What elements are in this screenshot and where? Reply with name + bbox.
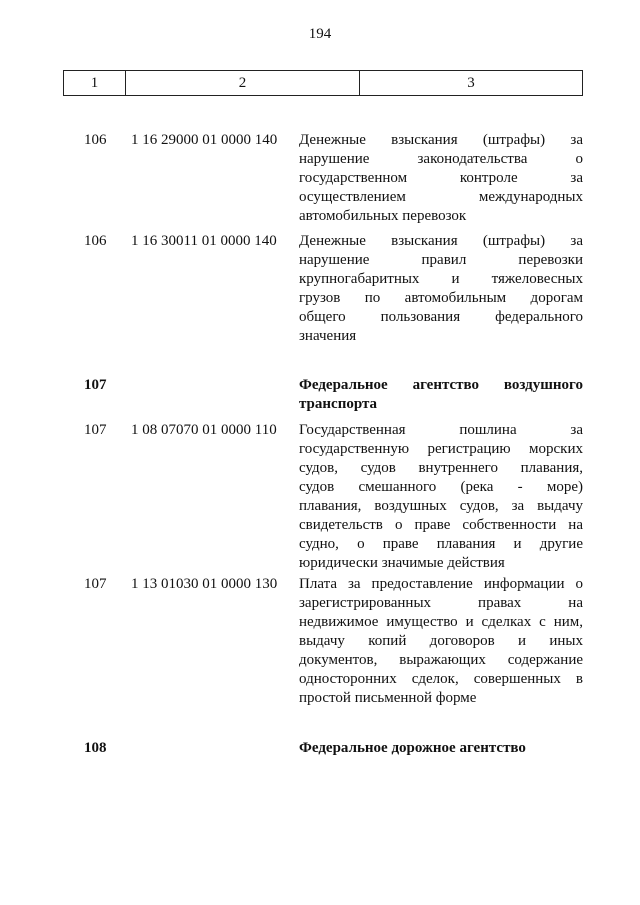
description-line: нарушение правил перевозки <box>299 252 583 268</box>
table-header <box>63 70 583 96</box>
description-line: плавания, воздушных судов, за выдачу <box>299 498 583 514</box>
row-description <box>299 575 583 708</box>
description-line: судов смешанного (река - море) <box>299 479 583 495</box>
description-line: общего пользования федерального <box>299 309 583 325</box>
section-title-line: Федеральное агентство воздушного <box>299 377 583 393</box>
row-code: 106 <box>84 132 107 148</box>
header-col-3: 3 <box>467 74 475 91</box>
header-col-2: 2 <box>126 71 360 95</box>
description-line: автомобильных перевозок <box>299 208 467 224</box>
description-line: грузов по автомобильным дорогам <box>299 290 583 306</box>
row-description <box>299 131 583 226</box>
description-line: юридически значимые действия <box>299 555 505 571</box>
header-col-1: 1 <box>64 71 126 95</box>
row-kbk: 1 16 30011 01 0000 140 <box>131 233 277 249</box>
description-line: Денежные взыскания (штрафы) за <box>299 233 583 249</box>
description-line: государственном контроле за <box>299 170 583 186</box>
description-line: Государственная пошлина за <box>299 422 583 438</box>
description-line: государственную регистрацию морских <box>299 441 583 457</box>
description-line: свидетельств о праве собственности на <box>299 517 583 533</box>
section-title-line: транспорта <box>299 396 378 412</box>
description-line: простой письменной форме <box>299 690 477 706</box>
description-line: Плата за предоставление информации о <box>299 576 583 592</box>
description-line: судов, судов внутреннего плавания, <box>299 460 583 476</box>
row-description <box>299 421 583 573</box>
description-line: судно, о праве плавания и другие <box>299 536 583 552</box>
section-code: 107 <box>84 377 107 393</box>
row-kbk: 1 08 07070 01 0000 110 <box>131 422 277 438</box>
section-title <box>299 376 583 414</box>
description-line: недвижимое имущество и сделках с ним, <box>299 614 583 630</box>
section-code: 108 <box>84 740 107 756</box>
description-line: Денежные взыскания (штрафы) за <box>299 132 583 148</box>
row-description <box>299 232 583 346</box>
description-line: документов, выражающих содержание <box>299 652 583 668</box>
row-code: 107 <box>84 422 107 438</box>
row-kbk: 1 13 01030 01 0000 130 <box>131 576 278 592</box>
description-line: выдачу копий договоров и иных <box>299 633 583 649</box>
description-line: зарегистрированных правах на <box>299 595 583 611</box>
description-line: значения <box>299 328 357 344</box>
section-title <box>299 739 583 758</box>
description-line: нарушение законодательства о <box>299 151 583 167</box>
description-line: односторонних сделок, совершенных в <box>299 671 583 687</box>
row-code: 106 <box>84 233 107 249</box>
section-title-line: Федеральное дорожное агентство <box>299 740 526 756</box>
row-code: 107 <box>84 576 107 592</box>
description-line: крупногабаритных и тяжеловесных <box>299 271 583 287</box>
page-number: 194 <box>308 26 332 42</box>
description-line: осуществлением международных <box>299 189 583 205</box>
row-kbk: 1 16 29000 01 0000 140 <box>131 132 278 148</box>
